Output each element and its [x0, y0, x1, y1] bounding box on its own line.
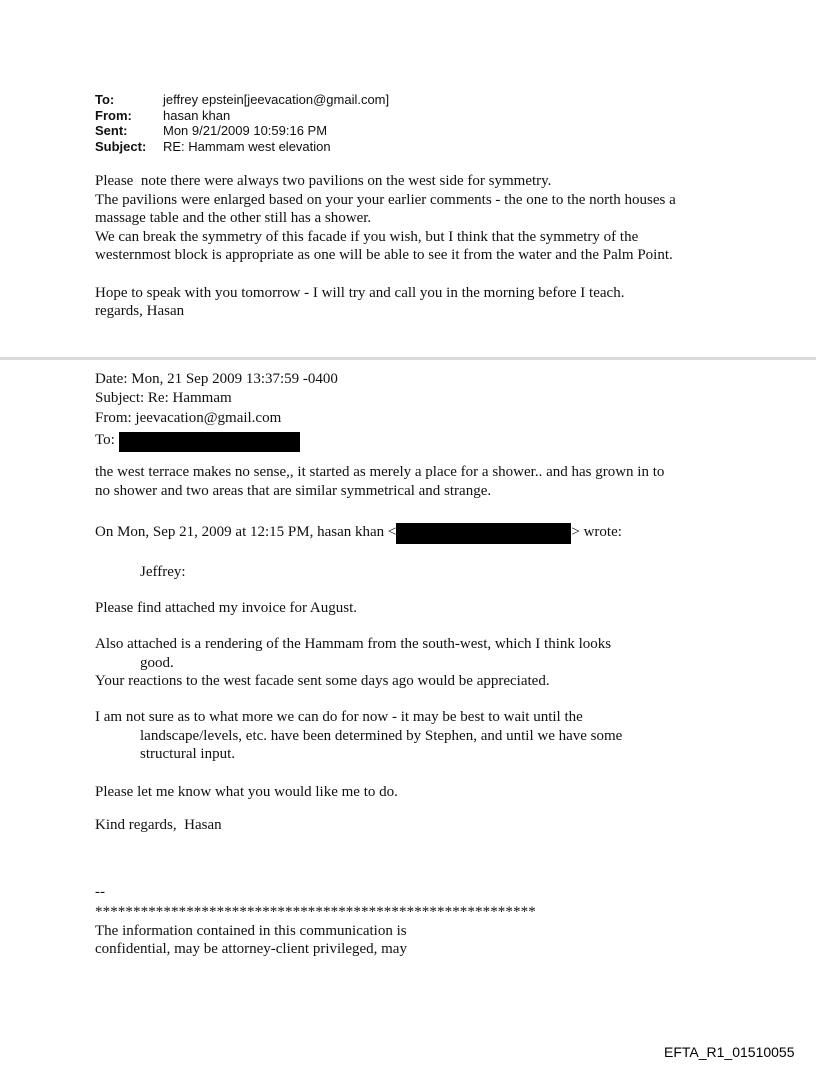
disclaimer-line: The information contained in this communication is [95, 922, 407, 939]
quote-attribution-line [95, 519, 622, 542]
from-label: From: [95, 107, 132, 123]
quoted-paragraph: Please let me know what you would like me to do. [95, 784, 398, 800]
attribution-prefix: On Mon, Sep 21, 2009 at 12:15 PM, hasan khan < [95, 524, 397, 540]
disclaimer-line: confidential, may be attorney-client privileged, may [95, 941, 407, 958]
body-line: The pavilions were enlarged based on your your earlier comments - the one to the north houses a [95, 191, 676, 208]
body-line-indented: good. [140, 654, 174, 671]
header-row-sent [95, 123, 389, 139]
redaction-bar-sender-address [396, 523, 571, 544]
body-line: I am not sure as to what more we can do for now - it may be best to wait until the [95, 709, 583, 725]
to-label: To: [95, 92, 115, 107]
quoted-to-prefix: To: [95, 432, 119, 449]
body-line: regards, Hasan [95, 303, 185, 320]
body-line: the west terrace makes no sense,, it started as merely a place for a shower.. and has grown in to [95, 464, 665, 480]
body-line-indented: structural input. [140, 746, 235, 763]
quoted-email-header [95, 370, 338, 448]
section-divider [0, 357, 816, 360]
quoted-signoff: Kind regards, Hasan [95, 817, 222, 833]
body-line: no shower and two areas that are similar symmetrical and strange. [95, 482, 492, 499]
quoted-date-line: Date: Mon, 21 Sep 2009 13:37:59 -0400 [95, 371, 338, 387]
body-line: Your reactions to the west facade sent some days ago would be appreciated. [95, 673, 550, 690]
body-line: Please note there were always two pavilions on the west side for symmetry. [95, 173, 552, 189]
signature-dashes: -- [95, 884, 105, 900]
from-value: hasan khan [163, 107, 231, 123]
body-line: We can break the symmetry of this facade if you wish, but I think that the symmetry of the [95, 228, 639, 245]
quoted-paragraph: Please find attached my invoice for August. [95, 600, 358, 616]
redaction-bar-to-address [119, 432, 300, 452]
header-row-to [95, 92, 389, 108]
subject-label: Subject: [95, 138, 147, 154]
signature-asterisk-rule: ********************************************************** [95, 904, 536, 921]
bates-number: EFTA_R1_01510055 [664, 1044, 795, 1060]
sent-label: Sent: [95, 123, 128, 138]
header-row-from [95, 108, 389, 124]
quoted-from-line: From: jeevacation@gmail.com [95, 409, 282, 426]
subject-value: RE: Hammam west elevation [163, 138, 331, 154]
quoted-subject-line: Subject: Re: Hammam [95, 390, 232, 407]
body-line: massage table and the other still has a shower. [95, 210, 372, 227]
quoted-paragraph [95, 635, 611, 691]
quoted-email-body [95, 463, 664, 500]
signature-block [95, 883, 536, 959]
sent-value: Mon 9/21/2009 10:59:16 PM [163, 123, 328, 138]
body-line: westernmost block is appropriate as one will be able to see it from the water and the Palm Point. [95, 247, 673, 264]
to-value: jeffrey epstein[jeevacation@gmail.com] [163, 92, 390, 107]
email-header [95, 92, 389, 154]
quoted-paragraph [95, 708, 622, 764]
quoted-to-line [95, 428, 338, 447]
blank-line [95, 265, 676, 284]
attribution-suffix: > wrote: [571, 524, 622, 540]
body-line: Hope to speak with you tomorrow - I will try and call you in the morning before I teach. [95, 284, 625, 301]
body-line: Also attached is a rendering of the Hammam from the south-west, which I think looks [95, 636, 612, 652]
quoted-salutation: Jeffrey: [140, 564, 186, 580]
email-body [95, 172, 676, 321]
header-row-subject [95, 139, 389, 155]
body-line-indented: landscape/levels, etc. have been determined by Stephen, and until we have some [140, 727, 623, 744]
